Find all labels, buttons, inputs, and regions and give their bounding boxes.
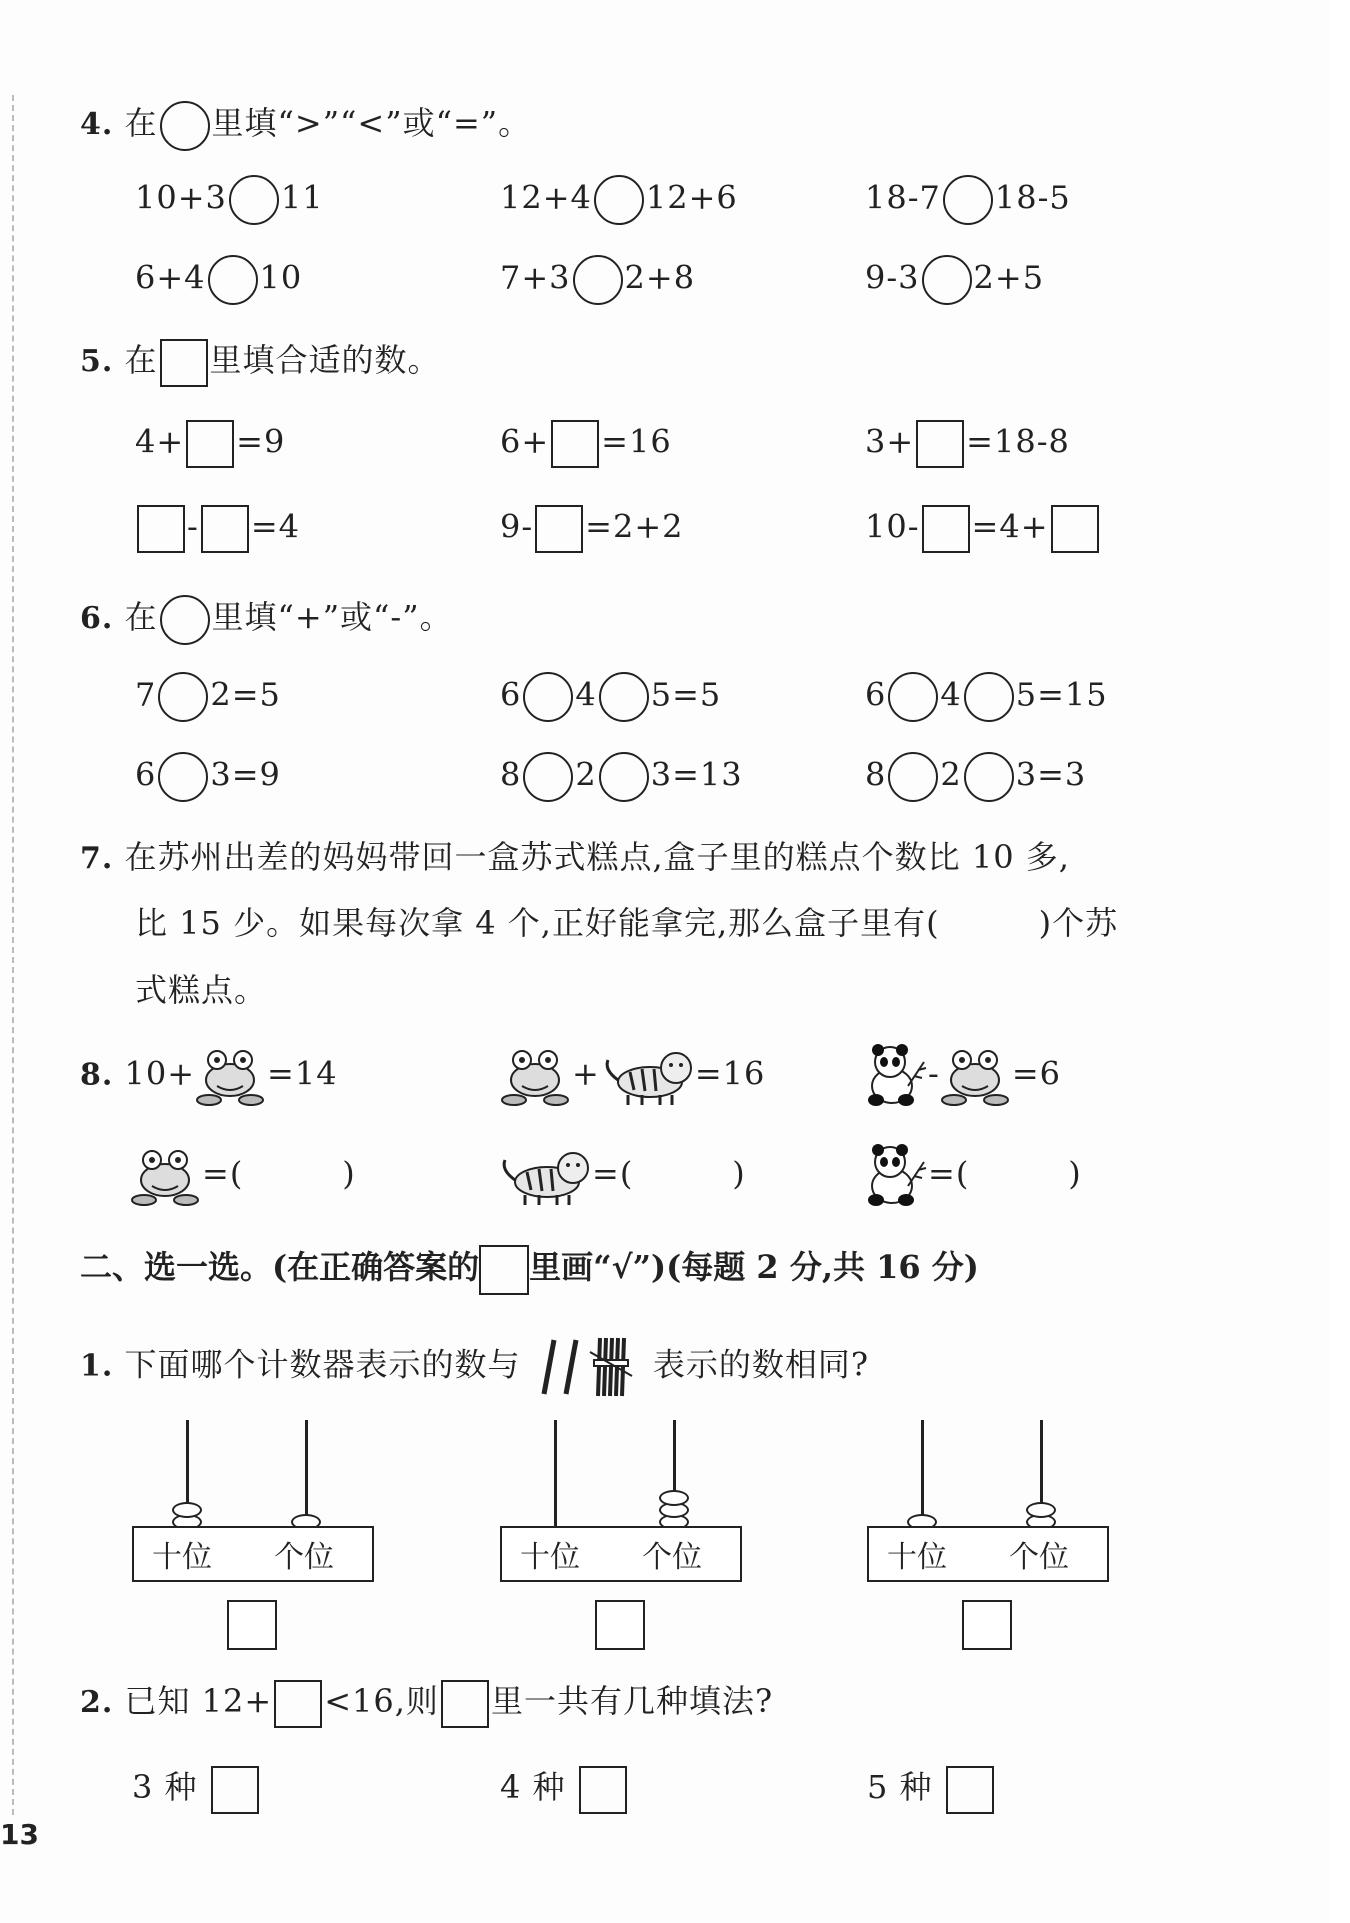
abacus-option-2	[500, 1420, 744, 1620]
ones-rod	[305, 1420, 308, 1528]
q7-line3: 式糕点。	[135, 971, 268, 1009]
s2q2-option-1: 3 种	[132, 1762, 261, 1814]
q4-prompt	[80, 98, 531, 151]
binding-margin-line	[12, 95, 14, 1815]
q7-line1: 7. 在苏州出差的妈妈带回一盒苏式糕点,盒子里的糕点个数比 10 多,	[80, 838, 1070, 876]
tiger-icon	[497, 1140, 592, 1212]
s2q2-number: 2.	[80, 1685, 114, 1720]
answer-circle[interactable]	[888, 672, 938, 722]
q6-r1-e3: 6 4 5=15	[865, 672, 1108, 722]
page-number: 13	[0, 1818, 39, 1851]
q5-prompt: 5. 在 里填合适的数。	[80, 335, 441, 387]
answer-box[interactable]	[1051, 505, 1099, 553]
s2q2-option-2: 4 种	[500, 1762, 629, 1814]
q7-line2: 比 15 少。如果每次拿 4 个,正好能拿完,那么盒子里有( )个苏	[135, 904, 1119, 942]
q8-e1: 8. 10+ =14	[80, 1040, 338, 1112]
choice-box-option-1[interactable]	[227, 1600, 277, 1650]
answer-box[interactable]	[137, 505, 185, 553]
answer-box[interactable]	[551, 420, 599, 468]
ones-label: 个位	[642, 1540, 702, 1575]
tens-label: 十位	[520, 1540, 580, 1575]
frog-icon	[195, 1040, 267, 1112]
answer-circle[interactable]	[523, 752, 573, 802]
frog-icon	[500, 1040, 572, 1112]
answer-box[interactable]	[916, 420, 964, 468]
q8-frog-answer	[130, 1140, 356, 1212]
tens-rod	[554, 1420, 557, 1528]
ones-label: 个位	[274, 1540, 334, 1575]
frog-icon	[940, 1040, 1012, 1112]
s2q1-number: 1.	[80, 1348, 114, 1384]
q8-number: 8.	[80, 1057, 114, 1093]
q5-e3: 3+ =18-8	[865, 420, 1070, 468]
choice-box-option-3[interactable]	[962, 1600, 1012, 1650]
s2q2-prompt: 2. 已知 12+ <16,则 里一共有几种填法?	[80, 1676, 773, 1728]
q6-prompt: 6. 在 里填“+”或“-”。	[80, 592, 453, 645]
answer-circle[interactable]	[523, 672, 573, 722]
answer-circle[interactable]	[158, 672, 208, 722]
sample-circle	[160, 595, 210, 645]
ones-label: 个位	[1009, 1540, 1069, 1575]
sample-circle	[160, 101, 210, 151]
abacus-option-3	[867, 1420, 1111, 1620]
sample-box	[160, 339, 208, 387]
bead	[659, 1490, 689, 1506]
answer-circle[interactable]	[964, 672, 1014, 722]
q4-r1-e2: 12+4 12+6	[500, 175, 738, 225]
q6-r1-e1: 7 2=5	[135, 672, 281, 722]
q8-e2: + =16	[500, 1040, 765, 1112]
q5-e1: 4+ =9	[135, 420, 285, 468]
abacus-option-1	[132, 1420, 376, 1620]
panda-icon	[862, 1040, 928, 1112]
q4-r2-e2: 7+3 2+8	[500, 255, 695, 305]
bead	[1026, 1502, 1056, 1518]
q4-r1-e1: 10+3 11	[135, 175, 324, 225]
q5-number: 5.	[80, 344, 114, 379]
q4-r2-e1: 6+4 10	[135, 255, 302, 305]
q5-e6: 10- =4+	[865, 505, 1101, 553]
q4-prompt-post: 里填“>”“<”或“=”。	[211, 104, 532, 142]
answer-circle[interactable]	[599, 672, 649, 722]
answer-box[interactable]	[535, 505, 583, 553]
answer-blank[interactable]: =( )	[202, 1154, 356, 1193]
sample-box	[441, 1680, 489, 1728]
q8-e3: - =6	[862, 1040, 1061, 1112]
tens-label: 十位	[887, 1540, 947, 1575]
answer-circle[interactable]	[158, 752, 208, 802]
s2q2-option-3: 5 种	[867, 1762, 996, 1814]
sample-box	[479, 1245, 529, 1295]
q8-tiger-answer	[497, 1140, 746, 1212]
q6-r1-e2: 6 4 5=5	[500, 672, 721, 722]
answer-blank[interactable]: =( )	[592, 1154, 746, 1193]
answer-circle[interactable]	[964, 752, 1014, 802]
q6-r2-e1: 6 3=9	[135, 752, 281, 802]
panda-icon	[862, 1140, 928, 1212]
answer-circle[interactable]	[943, 175, 993, 225]
q6-number: 6.	[80, 601, 114, 636]
answer-circle[interactable]	[922, 255, 972, 305]
answer-circle[interactable]	[229, 175, 279, 225]
q5-e4: - =4	[135, 505, 300, 553]
q6-r2-e2: 8 2 3=13	[500, 752, 743, 802]
q5-e2: 6+ =16	[500, 420, 672, 468]
q4-prompt-pre: 在	[124, 104, 158, 142]
q4-number: 4.	[80, 107, 114, 142]
answer-circle[interactable]	[888, 752, 938, 802]
answer-box[interactable]	[201, 505, 249, 553]
q4-r2-e3: 9-3 2+5	[865, 255, 1044, 305]
q4-r1-e3: 18-7 18-5	[865, 175, 1071, 225]
answer-circle[interactable]	[573, 255, 623, 305]
q8-panda-answer	[862, 1140, 1082, 1212]
answer-circle[interactable]	[599, 752, 649, 802]
answer-box[interactable]	[922, 505, 970, 553]
choice-box[interactable]	[579, 1766, 627, 1814]
choice-box[interactable]	[211, 1766, 259, 1814]
tens-rod	[921, 1420, 924, 1528]
bead	[172, 1502, 202, 1518]
tiger-icon	[600, 1040, 695, 1112]
answer-circle[interactable]	[594, 175, 644, 225]
answer-box[interactable]	[186, 420, 234, 468]
sticks-bundle-icon	[532, 1332, 642, 1402]
q7-number: 7.	[80, 841, 114, 876]
choice-box[interactable]	[946, 1766, 994, 1814]
tens-label: 十位	[152, 1540, 212, 1575]
section2-title: 二、选一选。(在正确答案的 里画“√”)(每题 2 分,共 16 分)	[80, 1242, 979, 1295]
frog-icon	[130, 1140, 202, 1212]
q6-r2-e3: 8 2 3=3	[865, 752, 1086, 802]
answer-blank[interactable]: =( )	[928, 1154, 1082, 1193]
choice-box-option-2[interactable]	[595, 1600, 645, 1650]
s2q1-prompt: 1. 下面哪个计数器表示的数与 表示的数相同?	[80, 1332, 869, 1402]
answer-circle[interactable]	[208, 255, 258, 305]
q5-e5: 9- =2+2	[500, 505, 684, 553]
sample-box	[274, 1680, 322, 1728]
